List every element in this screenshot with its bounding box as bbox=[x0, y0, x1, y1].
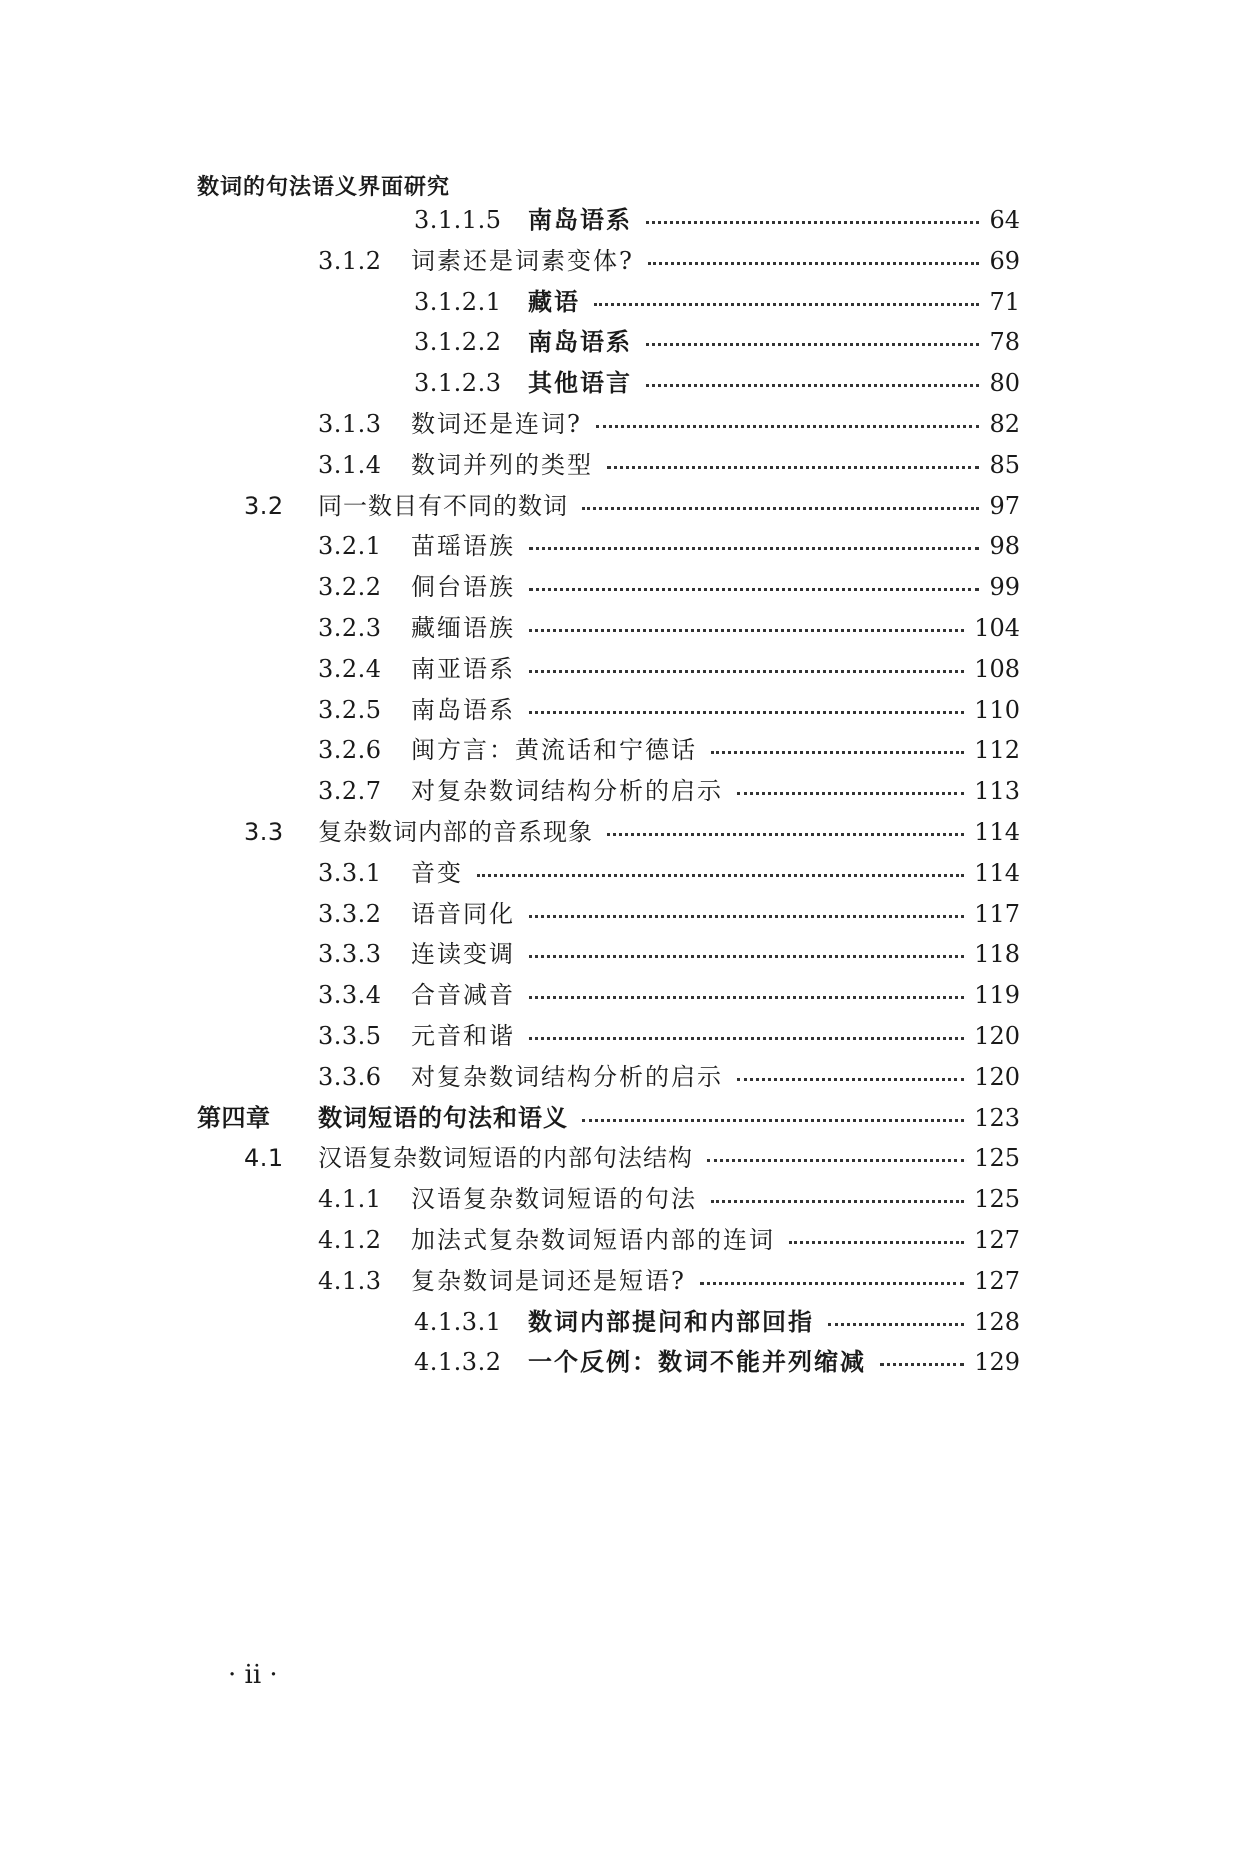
dot-leader bbox=[707, 1159, 964, 1162]
dot-leader bbox=[529, 711, 964, 714]
toc-entry[interactable] bbox=[0, 810, 1245, 854]
toc-entry-page: 110 bbox=[974, 695, 1020, 724]
toc-entry-page: 118 bbox=[974, 940, 1020, 969]
toc-entry-title: 其他语言 bbox=[528, 368, 632, 398]
dot-leader bbox=[880, 1363, 964, 1366]
toc-entry-number: 3.3.6 bbox=[318, 1062, 382, 1091]
toc-entry[interactable] bbox=[0, 1055, 1245, 1099]
dot-leader bbox=[529, 1037, 964, 1040]
toc-entry[interactable] bbox=[0, 443, 1245, 487]
toc-entry[interactable] bbox=[0, 932, 1245, 976]
dot-leader bbox=[596, 425, 980, 428]
dot-leader bbox=[737, 1078, 964, 1081]
toc-entry-page: 125 bbox=[974, 1144, 1020, 1173]
toc-entry-page: 69 bbox=[989, 246, 1020, 275]
dot-leader bbox=[711, 751, 964, 754]
toc-entry-title: 汉语复杂数词短语的句法 bbox=[411, 1185, 697, 1214]
toc-entry-title: 对复杂数词结构分析的启示 bbox=[411, 1062, 723, 1091]
toc-entry-number: 3.1.2.1 bbox=[414, 287, 502, 316]
toc-entry-page: 97 bbox=[989, 491, 1020, 520]
dot-leader bbox=[529, 955, 964, 958]
dot-leader bbox=[646, 343, 979, 346]
dot-leader bbox=[789, 1241, 964, 1244]
toc-entry[interactable] bbox=[0, 198, 1245, 242]
running-header: 数词的句法语义界面研究 bbox=[197, 175, 451, 200]
dot-leader bbox=[529, 915, 964, 918]
toc-entry[interactable] bbox=[0, 1177, 1245, 1221]
toc-entry-number: 3.1.2.2 bbox=[414, 328, 502, 357]
toc-entry-title: 南岛语系 bbox=[411, 695, 515, 724]
toc-entry-page: 80 bbox=[989, 369, 1020, 398]
toc-entry-number: 4.1.2 bbox=[318, 1226, 382, 1254]
dot-leader bbox=[477, 874, 964, 877]
dot-leader bbox=[594, 303, 979, 306]
toc-entry-title: 一个反例：数词不能并列缩减 bbox=[528, 1347, 866, 1377]
toc-entry-page: 117 bbox=[974, 899, 1020, 928]
toc-entry[interactable] bbox=[0, 320, 1245, 364]
toc-entry-number: 3.3 bbox=[244, 818, 284, 846]
dot-leader bbox=[648, 262, 980, 265]
toc-entry[interactable] bbox=[0, 1218, 1245, 1262]
toc-entry-title: 数词并列的类型 bbox=[411, 450, 593, 479]
dot-leader bbox=[646, 221, 979, 224]
toc-entry-title: 数词内部提问和内部回指 bbox=[528, 1306, 814, 1336]
toc-entry-page: 127 bbox=[974, 1226, 1020, 1254]
toc-entry-page: 98 bbox=[989, 532, 1020, 561]
toc-entry[interactable] bbox=[0, 892, 1245, 936]
toc-entry-title: 加法式复杂数词短语内部的连词 bbox=[411, 1226, 775, 1254]
toc-entry-title: 合音减音 bbox=[411, 981, 515, 1010]
toc-entry-page: 71 bbox=[989, 287, 1020, 316]
toc-entry-page: 114 bbox=[974, 818, 1020, 846]
toc-entry[interactable] bbox=[0, 565, 1245, 609]
toc-entry[interactable] bbox=[0, 1340, 1245, 1384]
dot-leader bbox=[737, 792, 964, 795]
dot-leader bbox=[529, 996, 964, 999]
toc-entry-title: 侗台语族 bbox=[411, 573, 515, 602]
toc-entry-title: 南岛语系 bbox=[528, 327, 632, 357]
toc-entry-number: 3.1.2.3 bbox=[414, 369, 502, 398]
toc-entry[interactable] bbox=[0, 402, 1245, 446]
dot-leader bbox=[529, 670, 964, 673]
dot-leader bbox=[529, 629, 964, 632]
toc-entry[interactable] bbox=[0, 280, 1245, 324]
toc-entry[interactable] bbox=[0, 1096, 1245, 1140]
toc-entry[interactable] bbox=[0, 851, 1245, 895]
toc-entry[interactable] bbox=[0, 1014, 1245, 1058]
toc-entry-number: 3.2.7 bbox=[318, 777, 382, 806]
toc-entry-page: 108 bbox=[974, 654, 1020, 683]
toc-entry-title: 词素还是词素变体? bbox=[411, 246, 634, 275]
toc-entry-number: 4.1.3 bbox=[318, 1266, 382, 1295]
toc-entry-number: 3.3.1 bbox=[318, 858, 382, 887]
toc-entry-number: 3.1.4 bbox=[318, 450, 382, 479]
toc-entry-page: 120 bbox=[974, 1022, 1020, 1050]
dot-leader bbox=[828, 1323, 964, 1326]
dot-leader bbox=[529, 547, 979, 550]
toc-entry[interactable] bbox=[0, 769, 1245, 813]
toc-entry-page: 120 bbox=[974, 1062, 1020, 1091]
toc-entry-page: 129 bbox=[974, 1348, 1020, 1377]
dot-leader bbox=[646, 384, 979, 387]
toc-entry[interactable] bbox=[0, 524, 1245, 568]
toc-entry[interactable] bbox=[0, 728, 1245, 772]
toc-entry-page: 85 bbox=[989, 450, 1020, 479]
dot-leader bbox=[607, 833, 964, 836]
toc-entry-page: 125 bbox=[974, 1185, 1020, 1214]
toc-entry-title: 南亚语系 bbox=[411, 654, 515, 683]
toc-entry-number: 3.3.3 bbox=[318, 940, 382, 969]
toc-entry-number: 第四章 bbox=[197, 1103, 271, 1132]
toc-entry-number: 3.1.3 bbox=[318, 410, 382, 438]
toc-entry-number: 3.2.3 bbox=[318, 614, 382, 642]
toc-entry-page: 112 bbox=[974, 736, 1020, 765]
toc-entry-number: 3.2.4 bbox=[318, 654, 382, 683]
toc-entry-title: 元音和谐 bbox=[411, 1022, 515, 1050]
toc-entry[interactable] bbox=[0, 647, 1245, 691]
toc-entry[interactable] bbox=[0, 606, 1245, 650]
dot-leader bbox=[582, 507, 979, 510]
toc-entry-title: 藏缅语族 bbox=[411, 614, 515, 642]
toc-entry-number: 3.1.1.5 bbox=[414, 206, 502, 234]
toc-entry-number: 3.3.5 bbox=[318, 1022, 382, 1050]
toc-entry-title: 连读变调 bbox=[411, 940, 515, 969]
toc-entry-title: 同一数目有不同的数词 bbox=[318, 491, 568, 520]
toc-entry[interactable] bbox=[0, 484, 1245, 528]
toc-entry-number: 3.3.4 bbox=[318, 981, 382, 1010]
toc-entry-number: 3.2.2 bbox=[318, 573, 382, 602]
toc-entry-page: 78 bbox=[989, 328, 1020, 357]
toc-entry-page: 119 bbox=[974, 981, 1020, 1010]
toc-entry-title: 苗瑶语族 bbox=[411, 532, 515, 561]
toc-entry[interactable] bbox=[0, 239, 1245, 283]
toc-entry-number: 3.3.2 bbox=[318, 899, 382, 928]
toc-entry-number: 3.2.5 bbox=[318, 695, 382, 724]
toc-entry-page: 127 bbox=[974, 1266, 1020, 1295]
toc-entry-page: 128 bbox=[974, 1307, 1020, 1336]
toc-entry-number: 3.2 bbox=[244, 491, 284, 520]
toc-entry-page: 123 bbox=[974, 1103, 1020, 1132]
toc-entry-title: 藏语 bbox=[528, 286, 580, 316]
toc-entry-number: 4.1.3.1 bbox=[414, 1307, 502, 1336]
toc-entry-title: 闽方言：黄流话和宁德话 bbox=[411, 736, 697, 765]
toc-entry-title: 数词还是连词? bbox=[411, 410, 582, 438]
toc-entry-number: 3.2.6 bbox=[318, 736, 382, 765]
toc-entry-title: 对复杂数词结构分析的启示 bbox=[411, 777, 723, 806]
toc-entry[interactable] bbox=[0, 688, 1245, 732]
toc-entry-number: 4.1.3.2 bbox=[414, 1348, 502, 1377]
dot-leader bbox=[529, 588, 979, 591]
toc-entry-number: 4.1 bbox=[244, 1144, 284, 1173]
toc-entry-number: 3.1.2 bbox=[318, 246, 382, 275]
toc-entry-page: 99 bbox=[989, 573, 1020, 602]
toc-entry-page: 113 bbox=[974, 777, 1020, 806]
toc-entry-page: 114 bbox=[974, 858, 1020, 887]
toc-entry[interactable] bbox=[0, 361, 1245, 405]
toc-entry-number: 3.2.1 bbox=[318, 532, 382, 561]
dot-leader bbox=[700, 1282, 964, 1285]
toc-entry-title: 南岛语系 bbox=[528, 205, 632, 234]
dot-leader bbox=[711, 1200, 964, 1203]
page-number: · ii · bbox=[228, 1660, 278, 1690]
toc-entry-title: 汉语复杂数词短语的内部句法结构 bbox=[318, 1144, 693, 1173]
dot-leader bbox=[582, 1119, 964, 1122]
toc-entry-page: 104 bbox=[974, 614, 1020, 642]
toc-entry[interactable] bbox=[0, 1300, 1245, 1344]
toc-entry-title: 复杂数词内部的音系现象 bbox=[318, 818, 593, 846]
toc-entry[interactable] bbox=[0, 973, 1245, 1017]
toc-entry-title: 复杂数词是词还是短语? bbox=[411, 1266, 686, 1295]
toc-entry[interactable] bbox=[0, 1259, 1245, 1303]
toc-entry-title: 语音同化 bbox=[411, 899, 515, 928]
toc-entry-title: 数词短语的句法和语义 bbox=[318, 1103, 568, 1132]
toc-entry-title: 音变 bbox=[411, 858, 463, 887]
toc-entry-page: 64 bbox=[989, 206, 1020, 234]
toc-entry-page: 82 bbox=[989, 410, 1020, 438]
dot-leader bbox=[607, 466, 979, 469]
toc-entry-number: 4.1.1 bbox=[318, 1185, 382, 1214]
toc-entry[interactable] bbox=[0, 1136, 1245, 1180]
